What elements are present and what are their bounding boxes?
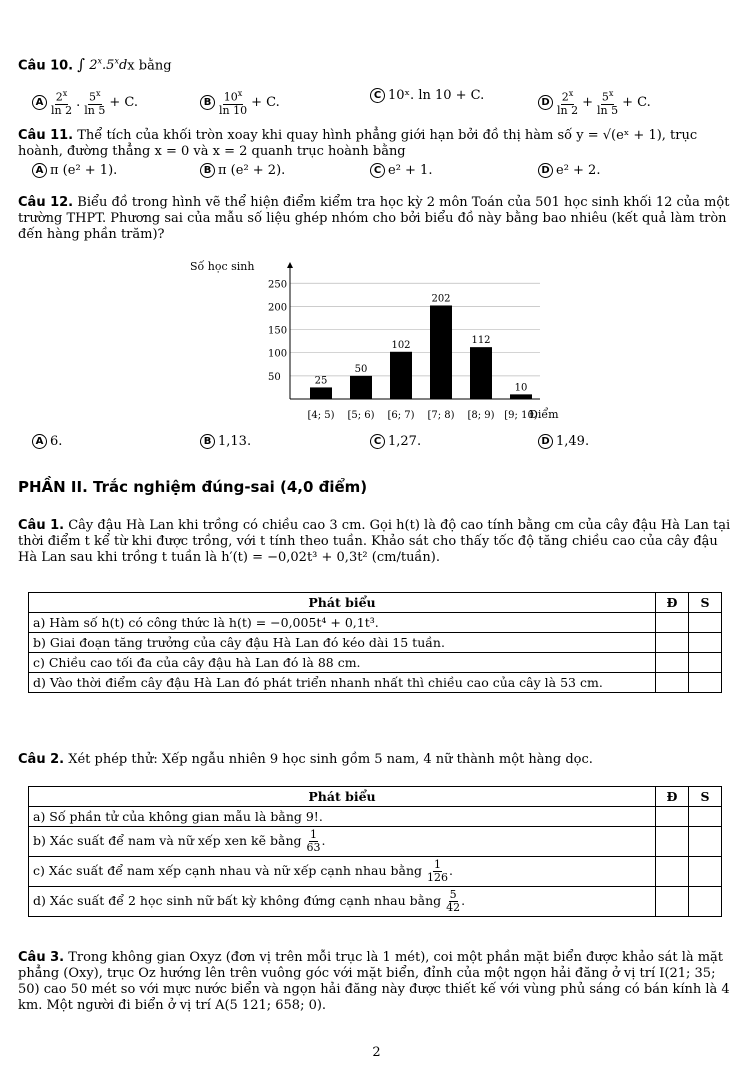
false-cell[interactable] (689, 887, 722, 917)
bar-value-label: 202 (431, 293, 451, 305)
question-12-text: Biểu đồ trong hình vẽ thể hiện điểm kiểm tra học kỳ 2 môn Toán của 501 học sinh khối 12 của một trường THPT. Phương sai của mẫu số liệu ghép nhóm cho bởi biểu đồ này bằng bao nhiêu (kết quả làm tròn đến hàng phần trăm)? (18, 195, 730, 242)
chart-bars (310, 293, 532, 399)
question-12 (18, 195, 736, 243)
statement-cell: c) Xác suất để nam xếp cạnh nhau và nữ xếp cạnh nhau bằng $\frac{1}{126}$ . (29, 857, 656, 887)
option-d[interactable] (538, 163, 600, 178)
bar (350, 376, 372, 399)
option-label: A (32, 163, 47, 178)
true-cell[interactable] (656, 613, 689, 633)
bar (430, 305, 452, 399)
statement-text: a) Số phần tử của không gian mẫu là bằng 9!. (33, 809, 323, 824)
table-row (29, 827, 722, 857)
false-cell[interactable] (689, 673, 722, 693)
bar-value-label: 112 (471, 335, 491, 347)
option-text: e² + 2. (556, 163, 601, 178)
fraction-numerator: 5 (449, 888, 457, 901)
statement-cell: a) Hàm số h(t) có công thức là h(t) = −0,005t⁴ + 0,1t³. (29, 613, 656, 633)
true-cell[interactable] (656, 807, 689, 827)
true-header: Đ (656, 593, 689, 613)
option-c[interactable] (370, 434, 421, 449)
question-11-head: Câu 11. (18, 128, 74, 143)
bar-value-label: 10 (514, 382, 528, 394)
true-cell[interactable] (656, 827, 689, 857)
option-text: e² + 1. (388, 163, 433, 178)
table-row (29, 653, 722, 673)
x-tick-label: [4; 5) (307, 410, 335, 421)
option-text: 1,13. (218, 434, 252, 449)
statement-cell: d) Vào thời điểm cây đậu Hà Lan đó phát triển nhanh nhất thì chiều cao của cây là 53 cm. (29, 673, 656, 693)
false-header: S (689, 787, 722, 807)
fraction: $\frac{5^x}{\ln 5}$ (597, 89, 619, 117)
option-text: π (e² + 2). (218, 163, 286, 178)
bar-value-label: 25 (314, 375, 328, 387)
fraction: $\frac{2^x}{\ln 2}$ (51, 89, 73, 117)
integral-expression: ∫ (77, 55, 86, 74)
option-text: 1,27. (388, 434, 422, 449)
y-axis-label: Số học sinh (190, 260, 255, 273)
part2-question-1 (18, 518, 736, 566)
option-text: + C. (109, 94, 138, 110)
table-row (29, 613, 722, 633)
x-tick-label: [6; 7) (387, 410, 415, 421)
true-cell[interactable] (656, 857, 689, 887)
option-d[interactable]: D $\frac{2^x}{\ln 2}$ + $\frac{5^x}{\ln 5}$ + C. (538, 88, 651, 117)
option-label: A (32, 95, 47, 110)
chart-grid (290, 283, 540, 376)
option-b[interactable] (200, 434, 251, 449)
fraction (445, 889, 461, 914)
option-label: D (538, 163, 553, 178)
option-text: + C. (251, 94, 280, 110)
fraction-denominator: 63 (306, 841, 321, 854)
option-text: 6. (50, 434, 63, 449)
false-cell[interactable] (689, 857, 722, 887)
fraction (426, 859, 449, 884)
table-header-row (29, 787, 722, 807)
question-10-stem-end: bằng (138, 58, 172, 74)
y-tick-label: 250 (268, 279, 288, 291)
fraction: $\frac{2^x}{\ln 2}$ (557, 89, 579, 117)
question-10-options (18, 88, 736, 117)
true-header: Đ (656, 787, 689, 807)
true-false-table-1 (28, 592, 722, 693)
option-label: A (32, 434, 47, 449)
question-11 (18, 128, 736, 160)
y-tick-label: 100 (268, 348, 288, 360)
option-label: C (370, 434, 385, 449)
statement-text: c) Xác suất để nam xếp cạnh nhau và nữ xếp cạnh nhau bằng (33, 863, 423, 878)
statement-cell: b) Xác suất để nam và nữ xếp xen kẽ bằng $\frac{1}{63}$ . (29, 827, 656, 857)
bar (310, 387, 332, 399)
question-11-text: Thể tích của khối tròn xoay khi quay hình phẳng giới hạn bởi đồ thị hàm số y = √(eˣ + 1), trục hoành, đường thẳng x = 0 và x = 2 quanh trục hoành bằng (18, 128, 698, 159)
statement-cell: c) Chiều cao tối đa của cây đậu hà Lan đó là 88 cm. (29, 653, 656, 673)
y-tick-label: 50 (268, 371, 281, 383)
option-label: C (370, 163, 385, 178)
bar (510, 394, 532, 399)
option-label: D (538, 95, 553, 110)
option-a[interactable]: A $\frac{2^x}{\ln 2}$ . $\frac{5^x}{\ln 5}$ + C. (32, 88, 138, 117)
false-cell[interactable] (689, 613, 722, 633)
option-a[interactable] (32, 434, 62, 449)
question-11-options (18, 163, 736, 185)
table-row (29, 887, 722, 917)
option-text: π (e² + 1). (50, 163, 118, 178)
question-12-options (18, 434, 736, 456)
option-c[interactable] (370, 163, 432, 178)
false-cell[interactable] (689, 653, 722, 673)
option-text: 10ˣ. ln 10 + C. (388, 88, 485, 103)
option-label: C (370, 88, 385, 103)
question-head: Câu 3. (18, 950, 65, 965)
statement-text: b) Xác suất để nam và nữ xếp xen kẽ bằng (33, 833, 302, 848)
option-label: B (200, 434, 215, 449)
fraction-numerator: 1 (309, 828, 317, 841)
bar (470, 347, 492, 399)
question-text: Xét phép thử: Xếp ngẫu nhiên 9 học sinh gồm 5 nam, 4 nữ thành một hàng dọc. (68, 752, 593, 767)
false-cell[interactable] (689, 827, 722, 857)
histogram-chart (180, 256, 580, 428)
statement-cell: d) Xác suất để 2 học sinh nữ bất kỳ không đứng cạnh nhau bằng $\frac{5}{42}$ . (29, 887, 656, 917)
question-head: Câu 2. (18, 752, 65, 767)
part2-question-3 (18, 950, 736, 1014)
y-tick-label: 150 (268, 325, 288, 337)
option-label: B (200, 95, 215, 110)
x-axis-label: Điểm (529, 408, 559, 421)
x-tick-label: [9; 10) (504, 410, 538, 421)
table-row (29, 633, 722, 653)
statement-cell: b) Giai đoạn tăng trưởng của cây đậu Hà Lan đó kéo dài 15 tuần. (29, 633, 656, 653)
question-12-head: Câu 12. (18, 195, 74, 210)
question-head: Câu 1. (18, 518, 65, 533)
part2-question-2 (18, 752, 736, 768)
fraction-denominator: 42 (446, 901, 461, 914)
true-cell[interactable] (656, 887, 689, 917)
option-d[interactable] (538, 434, 589, 449)
bar (390, 352, 412, 399)
option-label: B (200, 163, 215, 178)
true-cell[interactable] (656, 673, 689, 693)
page-number: 2 (372, 1045, 381, 1060)
true-cell[interactable] (656, 653, 689, 673)
true-false-table-2 (28, 786, 722, 917)
statement-cell (29, 807, 656, 827)
true-cell[interactable] (656, 633, 689, 653)
statement-header: Phát biểu (29, 787, 656, 807)
question-10 (18, 54, 736, 74)
integrand: 2$^x$.5$^x$dx (89, 57, 135, 74)
x-tick-label: [8; 9) (467, 410, 495, 421)
option-label: D (538, 434, 553, 449)
option-a[interactable] (32, 163, 117, 178)
question-text: Trong không gian Oxyz (đơn vị trên mỗi trục là 1 mét), coi một phần mặt biển được khảo sát là mặt phẳng (Oxy), trục Oz hướng lên trên vuông góc với mặt biển, đỉnh của một ngọn hải đăng ở vị trí I(21; 35; 50) cao 50 mét so với mực nước biển và ngọn hải đăng này được thiết kế với vùng phủ sáng có bán kính là 4 km. Một người đi biển ở vị trí A(5 121; 658; 0). (18, 950, 730, 1013)
bar-value-label: 102 (391, 339, 411, 351)
false-header: S (689, 593, 722, 613)
option-b[interactable] (200, 88, 280, 117)
table-row (29, 807, 722, 827)
fraction (305, 829, 321, 854)
option-b[interactable] (200, 163, 285, 178)
bar-value-label: 50 (354, 363, 368, 375)
fraction: $\frac{10^x}{\ln 10}$ (219, 89, 248, 117)
fraction-denominator: 126 (427, 871, 448, 884)
x-tick-label: [7; 8) (427, 410, 455, 421)
table-row (29, 673, 722, 693)
table-header-row (29, 593, 722, 613)
fraction-numerator: 1 (434, 858, 441, 871)
question-text: Cây đậu Hà Lan khi trồng có chiều cao 3 cm. Gọi h(t) là độ cao tính bằng cm của cây đậu Hà Lan tại thời điểm t kể từ khi được trồng, với t tính theo tuần. Khảo sát cho thấy tốc độ tăng chiều cao của cây đậu Hà Lan sau khi trồng t tuần là h′(t) = −0,02t³ + 0,3t² (cm/tuần). (18, 518, 731, 565)
option-text: + C. (622, 94, 651, 110)
x-tick-label: [5; 6) (347, 410, 375, 421)
false-cell[interactable] (689, 807, 722, 827)
statement-text: d) Xác suất để 2 học sinh nữ bất kỳ không đứng cạnh nhau bằng (33, 893, 442, 908)
section-heading: PHẦN II. Trắc nghiệm đúng-sai (4,0 điểm) (18, 478, 368, 496)
y-tick-label: 200 (268, 302, 288, 314)
y-axis-arrow (287, 262, 293, 268)
fraction: $\frac{5^x}{\ln 5}$ (84, 89, 106, 117)
option-c[interactable] (370, 88, 484, 103)
table-row (29, 857, 722, 887)
question-10-head: Câu 10. (18, 58, 74, 74)
false-cell[interactable] (689, 633, 722, 653)
option-text: 1,49. (556, 434, 590, 449)
statement-header: Phát biểu (29, 593, 656, 613)
